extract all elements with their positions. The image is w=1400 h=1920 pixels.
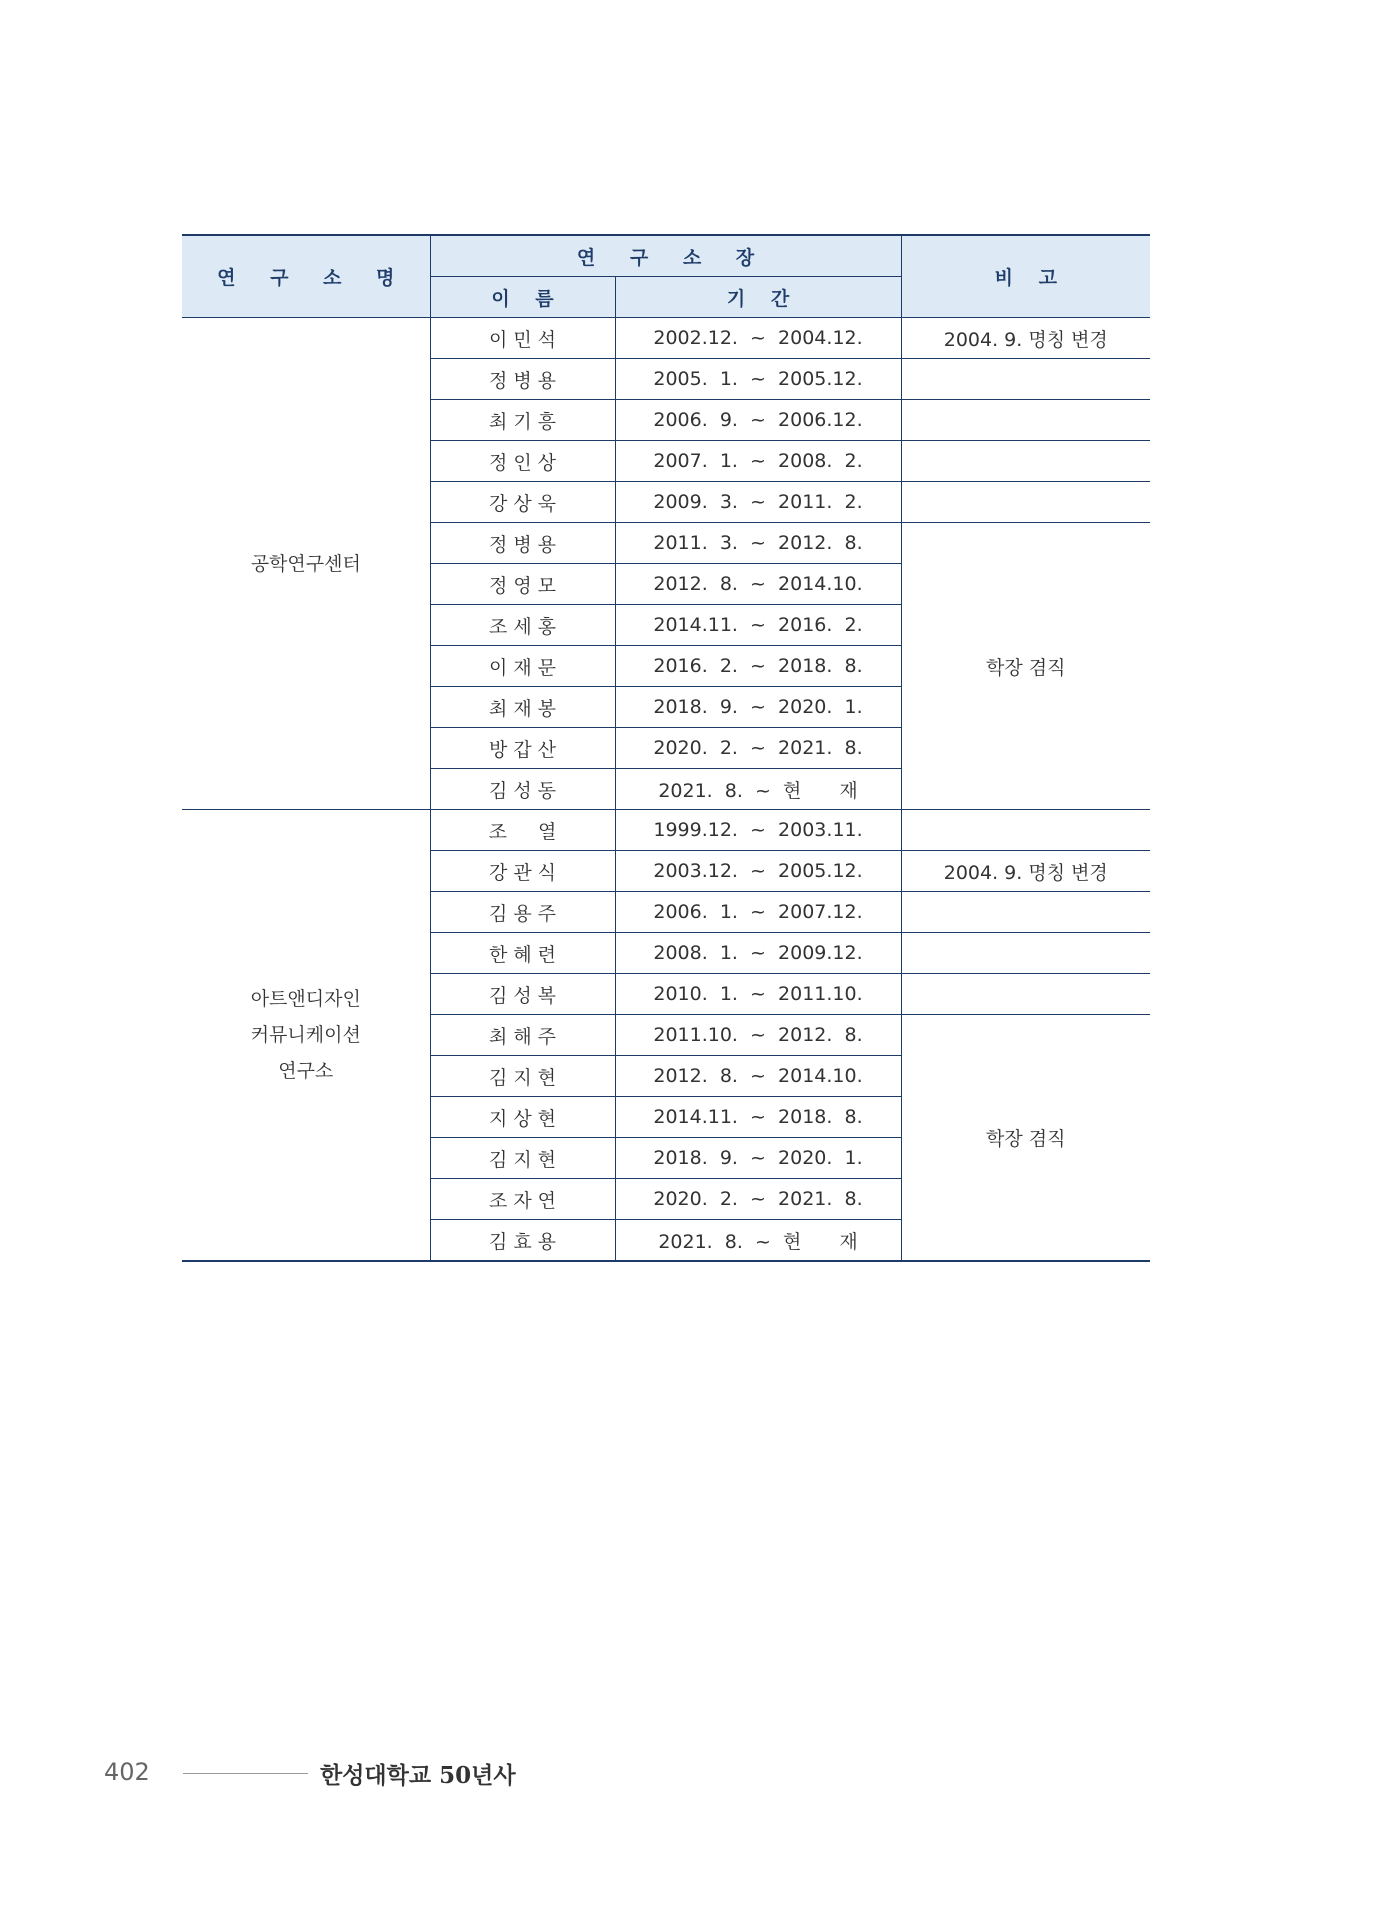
- term-period-cell: 2018. 9. ~ 2020. 1.: [615, 1138, 901, 1179]
- institute-name-cell: [182, 318, 430, 810]
- term-period-cell: 2010. 1. ~ 2011.10.: [615, 974, 901, 1015]
- term-period-cell: 2012. 8. ~ 2014.10.: [615, 1056, 901, 1097]
- term-period-cell: 2014.11. ~ 2016. 2.: [615, 605, 901, 646]
- director-name: 정영모: [488, 574, 563, 597]
- director-name: 한혜련: [488, 943, 563, 966]
- note-cell: [901, 482, 1150, 523]
- term-period-cell: 2012. 8. ~ 2014.10.: [615, 564, 901, 605]
- institute-name-line: 연구소: [278, 1060, 334, 1082]
- director-name-cell: [430, 482, 615, 523]
- director-name: 김지현: [488, 1066, 563, 1089]
- institute-name-line: 커뮤니케이션: [250, 1024, 361, 1046]
- director-name-cell: [430, 523, 615, 564]
- header-director: 연 구 소 장: [430, 235, 901, 277]
- note-cell: 학장 겸직: [901, 523, 1150, 810]
- note-cell: [901, 441, 1150, 482]
- page-number: 402: [104, 1758, 150, 1786]
- director-name: 김효용: [488, 1230, 563, 1253]
- directors-table: [182, 234, 1150, 1262]
- term-period-cell: 2009. 3. ~ 2011. 2.: [615, 482, 901, 523]
- director-name-cell: [430, 1220, 615, 1262]
- term-period-cell: 2016. 2. ~ 2018. 8.: [615, 646, 901, 687]
- director-name: 조세홍: [488, 615, 563, 638]
- note-cell: 학장 겸직: [901, 1015, 1150, 1262]
- term-period-cell: 2021. 8. ~ 현 재: [615, 1220, 901, 1262]
- director-name-cell: [430, 1179, 615, 1220]
- note-cell: [901, 974, 1150, 1015]
- term-period-cell: 2005. 1. ~ 2005.12.: [615, 359, 901, 400]
- director-name-cell: [430, 1056, 615, 1097]
- term-period-cell: 2007. 1. ~ 2008. 2.: [615, 441, 901, 482]
- note-cell: [901, 892, 1150, 933]
- term-period-cell: 2008. 1. ~ 2009.12.: [615, 933, 901, 974]
- header-period: 기 간: [615, 277, 901, 318]
- note-cell: 2004. 9. 명칭 변경: [901, 851, 1150, 892]
- term-period-cell: 2018. 9. ~ 2020. 1.: [615, 687, 901, 728]
- term-period-cell: 2011.10. ~ 2012. 8.: [615, 1015, 901, 1056]
- director-name: 조 열: [488, 820, 563, 843]
- director-name-cell: [430, 1015, 615, 1056]
- director-name: 김용주: [488, 902, 563, 925]
- director-name: 최해주: [488, 1025, 563, 1048]
- term-period-cell: 2020. 2. ~ 2021. 8.: [615, 1179, 901, 1220]
- term-period-cell: 1999.12. ~ 2003.11.: [615, 810, 901, 851]
- director-name-cell: [430, 851, 615, 892]
- director-name: 정인상: [488, 451, 563, 474]
- footer-divider: [183, 1773, 308, 1774]
- director-name: 이재문: [488, 656, 563, 679]
- term-period-cell: 2014.11. ~ 2018. 8.: [615, 1097, 901, 1138]
- table-row: [182, 810, 1150, 851]
- director-name: 최기흥: [488, 410, 563, 433]
- header-note: 비 고: [901, 235, 1150, 318]
- director-name: 이민석: [488, 328, 563, 351]
- note-cell: [901, 400, 1150, 441]
- director-name: 조자연: [488, 1189, 563, 1212]
- director-name: 강상욱: [488, 492, 563, 515]
- term-period-cell: 2011. 3. ~ 2012. 8.: [615, 523, 901, 564]
- director-name-cell: [430, 400, 615, 441]
- director-name: 강관식: [488, 861, 563, 884]
- director-name-cell: [430, 1138, 615, 1179]
- note-cell: [901, 810, 1150, 851]
- director-name-cell: [430, 646, 615, 687]
- director-name: 김지현: [488, 1148, 563, 1171]
- director-name: 정병용: [488, 533, 563, 556]
- director-name-cell: [430, 769, 615, 810]
- director-name: 김성복: [488, 984, 563, 1007]
- term-period-cell: 2006. 1. ~ 2007.12.: [615, 892, 901, 933]
- director-name-cell: [430, 564, 615, 605]
- director-name-cell: [430, 1097, 615, 1138]
- table-body: [182, 318, 1150, 1262]
- term-period-cell: 2020. 2. ~ 2021. 8.: [615, 728, 901, 769]
- note-cell: [901, 933, 1150, 974]
- director-name: 방갑산: [488, 738, 563, 761]
- note-cell: [901, 359, 1150, 400]
- institute-name-cell: [182, 810, 430, 1262]
- term-period-cell: 2021. 8. ~ 현 재: [615, 769, 901, 810]
- institute-name-line: 아트앤디자인: [250, 988, 361, 1010]
- header-institute-name: 연 구 소 명: [182, 235, 430, 318]
- director-name-cell: [430, 318, 615, 359]
- term-period-cell: 2002.12. ~ 2004.12.: [615, 318, 901, 359]
- table-row: [182, 318, 1150, 359]
- director-name-cell: [430, 687, 615, 728]
- director-name-cell: [430, 810, 615, 851]
- director-name-cell: [430, 892, 615, 933]
- director-name-cell: [430, 359, 615, 400]
- note-cell: 2004. 9. 명칭 변경: [901, 318, 1150, 359]
- book-title: 한성대학교 50년사: [320, 1762, 516, 1789]
- term-period-cell: 2006. 9. ~ 2006.12.: [615, 400, 901, 441]
- director-name: 최재봉: [488, 697, 563, 720]
- term-period-cell: 2003.12. ~ 2005.12.: [615, 851, 901, 892]
- director-name-cell: [430, 728, 615, 769]
- institute-name-line: 공학연구센터: [250, 552, 361, 575]
- director-name: 지상현: [488, 1107, 563, 1130]
- director-name-cell: [430, 605, 615, 646]
- director-name: 정병용: [488, 369, 563, 392]
- director-name-cell: [430, 933, 615, 974]
- director-name-cell: [430, 441, 615, 482]
- director-name-cell: [430, 974, 615, 1015]
- director-name: 김성동: [488, 779, 563, 802]
- header-name: 이 름: [430, 277, 615, 318]
